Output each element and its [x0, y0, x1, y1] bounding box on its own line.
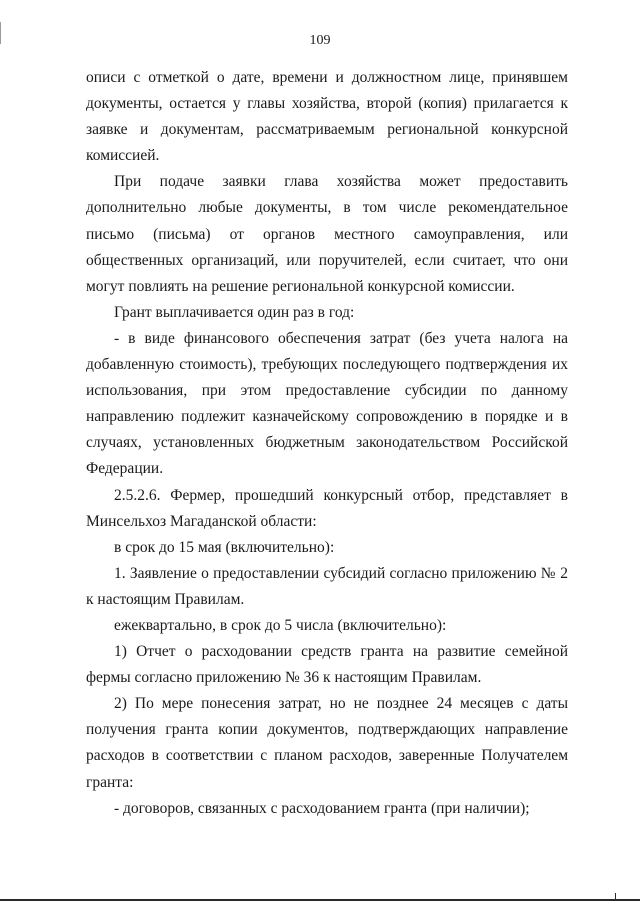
paragraph-section-2-5-2-6: 2.5.2.6. Фермер, прошедший конкурсный отбор, представляет в Минсельхоз Магаданской области:: [86, 486, 568, 530]
paragraph-application-item: 1. Заявление о предоставлении субсидий согласно приложению № 2 к настоящим Правилам.: [86, 564, 568, 608]
scan-bottom-tick: [615, 893, 616, 899]
paragraph-inventory-copy: описи с отметкой о дате, времени и должностном лице, принявшем документы, остается у главы хозяйства, второй (копия) прилагается к заявке и документам, рассматриваемым региональной конкурсной комиссией.: [86, 69, 568, 165]
paragraph-grant-frequency: Грант выплачивается один раз в год:: [114, 303, 355, 321]
page-number: 109: [309, 33, 331, 48]
scan-bottom-border: [0, 899, 640, 901]
paragraph-financial-support: - в виде финансового обеспечения затрат (без учета налога на добавленную стоимость), требующих последующего подтверждения их использования, при этом предоставление субсидии по данному направлению подлежит казначейскому сопровождению в порядке и в случаях, установленных бюджетным законодательством Российской Федерации.: [86, 329, 568, 478]
paragraph-contracts: - договоров, связанных с расходованием гранта (при наличии);: [114, 799, 530, 817]
paragraph-report-item: 1) Отчет о расходовании средств гранта на развитие семейной фермы согласно приложению № 36 к настоящим Правилам.: [86, 643, 568, 687]
paragraph-deadline-may: в срок до 15 мая (включительно):: [114, 538, 335, 556]
paragraph-additional-documents: При подаче заявки глава хозяйства может предоставить дополнительно любые документы, в том числе рекомендательное письмо (письма) от органов местного самоуправления, или общественных организаций, или поручителей, если считает, что они могут повлиять на решение региональной конкурсной комиссии.: [86, 173, 568, 295]
paragraph-quarterly: ежеквартально, в срок до 5 числа (включительно):: [114, 616, 447, 634]
document-body: [86, 65, 568, 822]
paragraph-expense-documents: 2) По мере понесения затрат, но не позднее 24 месяцев с даты получения гранта копии документов, подтверждающих направление расходов в соответствии с планом расходов, заверенные Получателем гранта:: [86, 695, 568, 791]
